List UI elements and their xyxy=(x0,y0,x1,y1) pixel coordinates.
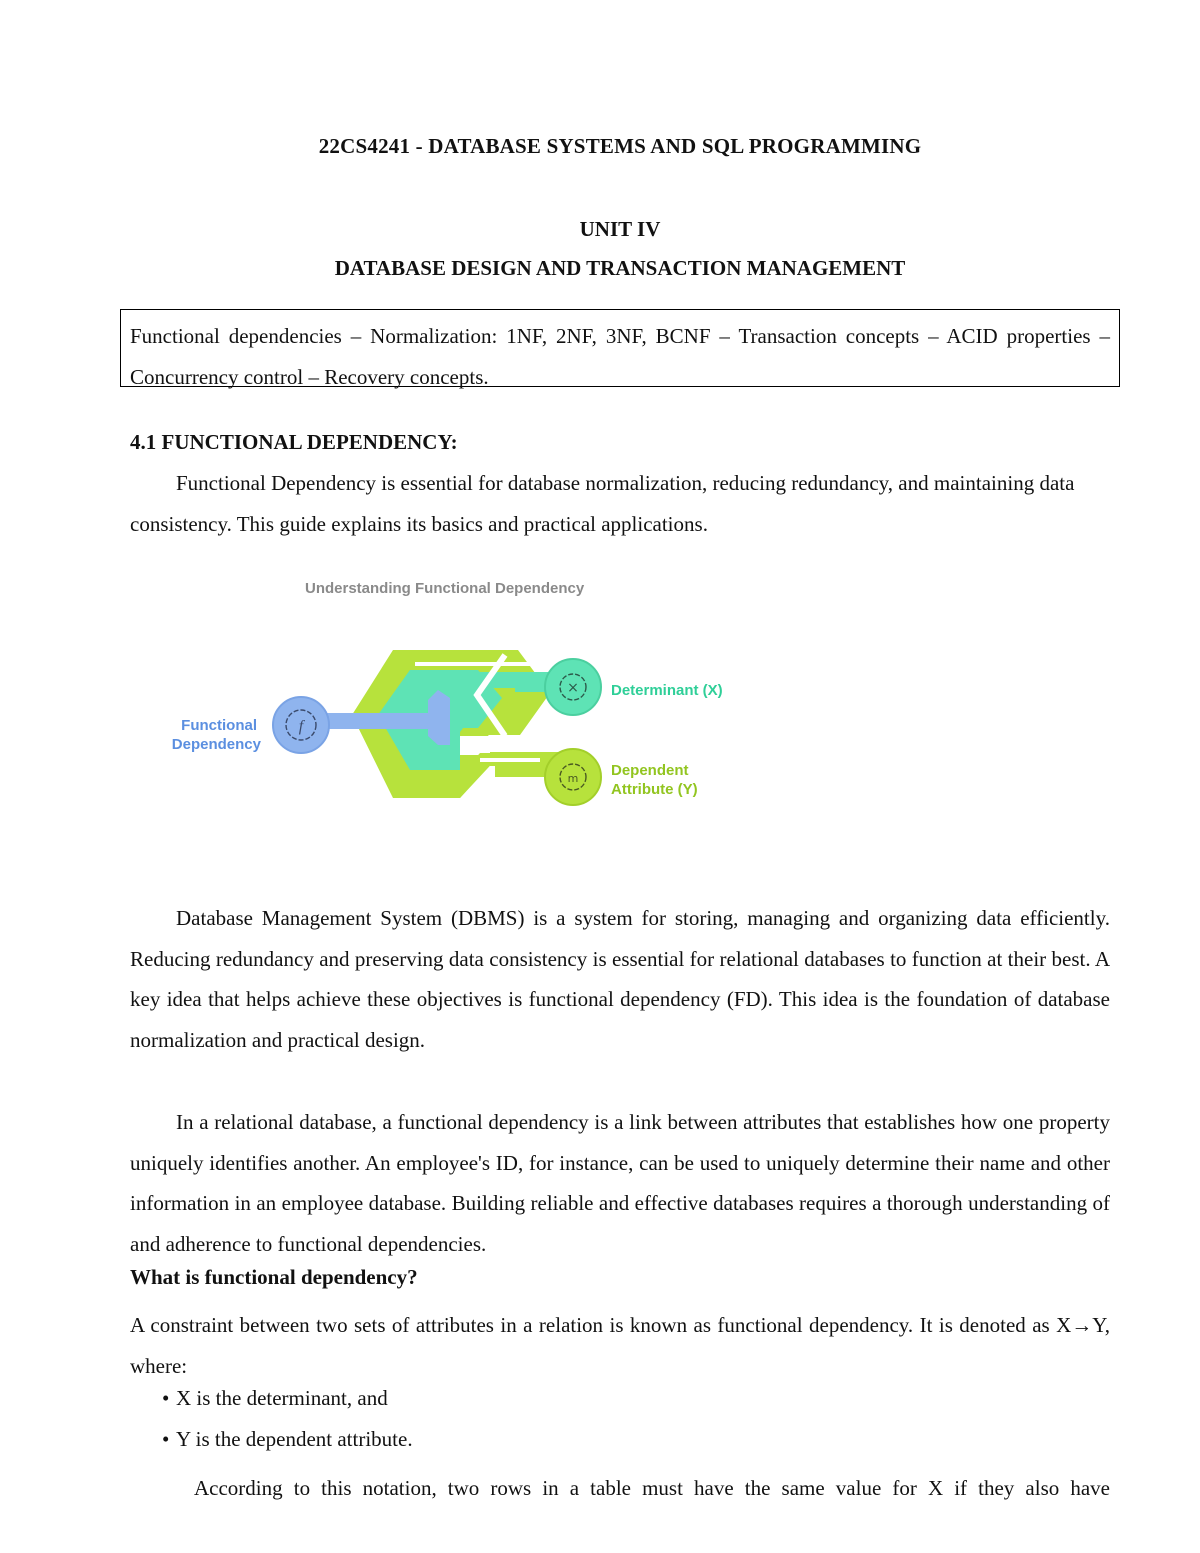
bullet-text: X is the determinant, and xyxy=(176,1386,388,1410)
course-title: 22CS4241 - DATABASE SYSTEMS AND SQL PROGRAMMING xyxy=(318,134,922,158)
gear-x-icon xyxy=(545,659,601,715)
function-icon xyxy=(273,697,329,753)
intro-paragraph xyxy=(130,463,1110,544)
left-label-line2: Dependency xyxy=(171,736,261,753)
svg-text:m: m xyxy=(567,772,579,785)
dbms-paragraph-text: Database Management System (DBMS) is a system for storing, managing and organizing data efficiently. Reducing redundancy and preserving data consistency is essential for relational databases to function at their best. A key idea that helps achieve these objectives is functional dependency (FD). This idea is the foundation of database normalization and practical design. xyxy=(130,906,1110,1052)
bullet-item xyxy=(162,1427,413,1452)
relational-paragraph xyxy=(130,1102,1110,1264)
subheading-what-is-fd: What is functional dependency? xyxy=(130,1265,418,1289)
diagram-title: Understanding Functional Dependency xyxy=(305,580,585,597)
functional-dependency-diagram xyxy=(160,570,760,820)
bullet-dot: • xyxy=(162,1386,170,1410)
bullet-item xyxy=(162,1386,388,1411)
section-heading: 4.1 FUNCTIONAL DEPENDENCY: xyxy=(130,430,458,454)
intro-paragraph-text: Functional Dependency is essential for database normalization, reducing redundancy, and maintaining data consistency. This guide explains its basics and practical applications. xyxy=(130,471,1075,536)
relational-paragraph-text: In a relational database, a functional dependency is a link between attributes that establishes how one property uniquely identifies another. An employee's ID, for instance, can be used to uniquely determine their name and other information in an employee database. Building reliable and effective databases requires a thorough understanding of and adherence to functional dependencies. xyxy=(130,1110,1110,1256)
dependent-label-line1: Dependent xyxy=(611,762,689,779)
determinant-label: Determinant (X) xyxy=(611,682,723,699)
dependent-label-line2: Attribute (Y) xyxy=(611,781,698,798)
gear-m-icon xyxy=(545,749,601,805)
notation-paragraph: According to this notation, two rows in a table must have the same value for X if they also have xyxy=(194,1476,1110,1500)
definition-paragraph: A constraint between two sets of attributes in a relation is known as functional dependency. It is denoted as X→Y, where: xyxy=(130,1313,1110,1378)
svg-text:×: × xyxy=(567,680,579,696)
bullet-dot: • xyxy=(162,1427,170,1451)
left-label-line1: Functional xyxy=(181,717,257,734)
unit-number: UNIT IV xyxy=(579,217,661,241)
syllabus-box: Functional dependencies – Normalization: 1NF, 2NF, 3NF, BCNF – Transaction concepts – ACID properties – Concurrency control – Recovery concepts. xyxy=(120,309,1120,387)
dbms-paragraph xyxy=(130,898,1110,1060)
svg-text:f: f xyxy=(298,718,304,735)
bullet-text: Y is the dependent attribute. xyxy=(176,1427,413,1451)
unit-title: DATABASE DESIGN AND TRANSACTION MANAGEMENT xyxy=(334,256,906,280)
